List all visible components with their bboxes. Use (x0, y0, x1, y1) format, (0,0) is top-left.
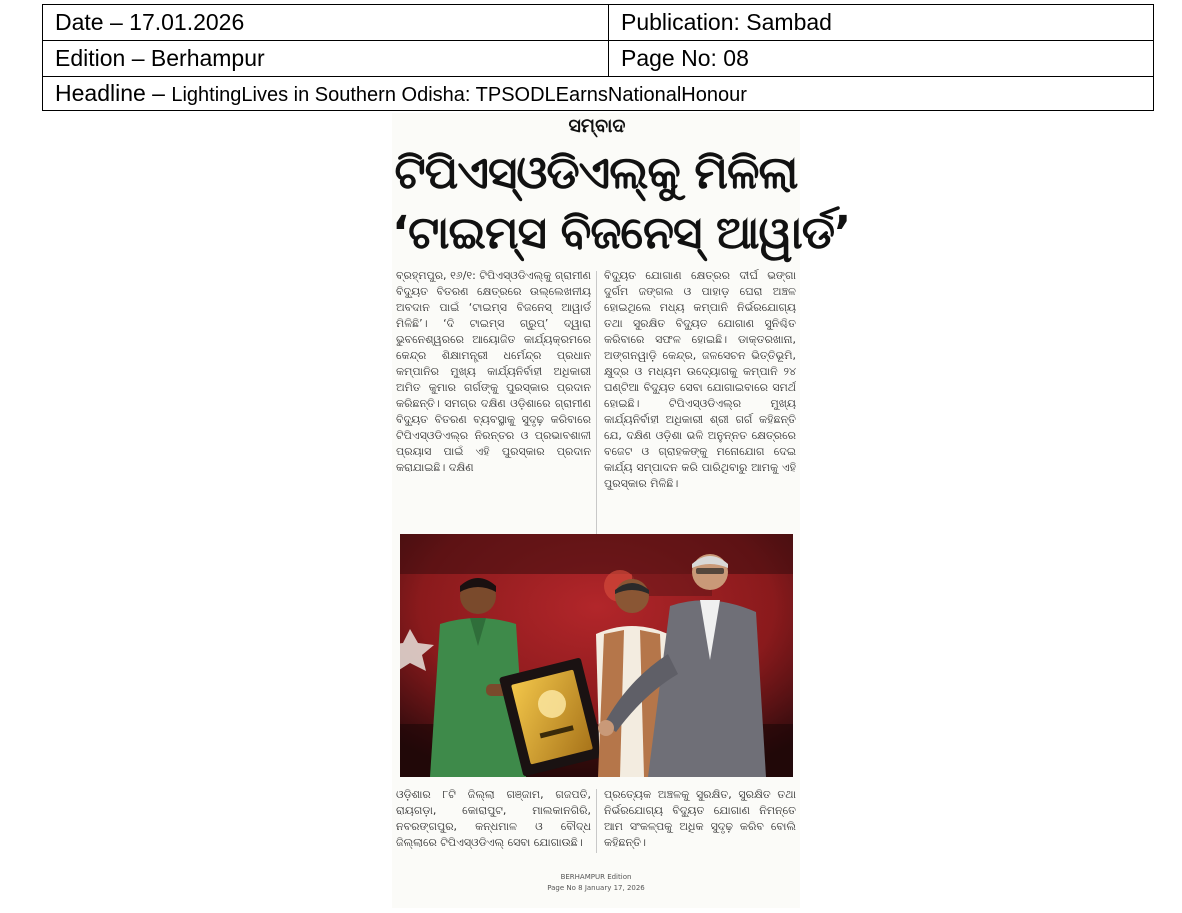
date-cell: Date – 17.01.2026 (43, 5, 609, 41)
article-column-4: ପ୍ରତ୍ୟେକ ଅଞ୍ଚଳକୁ ସୁରକ୍ଷିତ, ସୁରକ୍ଷିତ ତଥା ନିର୍ଭରଯୋଗ୍ୟ ବିଦ୍ୟୁତ ଯୋଗାଣ ନିମନ୍ତେ ଆମ ସଂକଳ୍ପକୁ ଅଧିକ ସୁଦୃଢ଼ କରିବ ବୋଲି କହିଛନ୍ତି। (604, 788, 796, 849)
metadata-table (42, 4, 1154, 111)
metadata-row-2 (43, 41, 1154, 77)
newspaper-clipping (392, 113, 851, 908)
headline-cell (43, 77, 1154, 111)
newspaper-masthead: ସମ୍ବାଦ (568, 115, 626, 137)
article-title-line-2: ‘ଟାଇମ୍ସ ବିଜନେସ୍ ଆୱାର୍ଡ’ (392, 206, 851, 259)
page-date-footer: Page No 8 January 17, 2026 (547, 884, 645, 892)
article-column-3: ଓଡ଼ିଶାର ୮ଟି ଜିଲ୍ଲା ଗଞ୍ଜାମ, ଗଜପତି, ରାୟଗଡ଼ା, କୋରାପୁଟ, ମାଲକାନଗିରି, ନବରଙ୍ଗପୁର, କନ୍ଧମାଳ ଓ ବୌଦ୍ଧ ଜିଲ୍ଲାରେ ଟିପିଏସ୍‌ଓଡିଏଲ୍ ସେବା ଯୋଗାଉଛି। (396, 788, 591, 849)
article-column-1: ବ୍ରହ୍ମପୁର, ୧୬/୧: ଟିପିଏସ୍‌ଓଡିଏଲ୍‌କୁ ଗ୍ରାମୀଣ ବିଦ୍ୟୁତ ବିତରଣ କ୍ଷେତ୍ରରେ ଉଲ୍ଲେଖନୀୟ ଅବଦାନ ପାଇଁ ‘ଟାଇମ୍ସ ବିଜନେସ୍ ଆୱାର୍ଡ ମିଳିଛି’। ‘ଦି ଟାଇମ୍ସ ଗ୍ରୁପ୍’ ଦ୍ୱାରା ଭୁବନେଶ୍ୱରରେ ଆୟୋଜିତ କାର୍ଯ୍ୟକ୍ରମରେ କେନ୍ଦ୍ର ଶିକ୍ଷାମନ୍ତ୍ରୀ ଧର୍ମେନ୍ଦ୍ର ପ୍ରଧାନ କମ୍ପାନିର ମୁଖ୍ୟ କାର୍ଯ୍ୟନିର୍ବାହୀ ଅଧିକାରୀ ଅମିତ କୁମାର ଗର୍ଗଙ୍କୁ ପୁରସ୍କାର ପ୍ରଦାନ କରିଛନ୍ତି। ସମଗ୍ର ଦକ୍ଷିଣ ଓଡ଼ିଶାରେ ଗ୍ରାମୀଣ ବିଦ୍ୟୁତ ବିତରଣ ବ୍ୟବସ୍ଥାକୁ ସୁଦୃଢ଼ କରିବାରେ ଟିପିଏସ୍‌ଓଡିଏଲ୍‌ର ନିରନ୍ତର ଓ ପ୍ରଭାବଶାଳୀ ପ୍ରୟାସ ପାଇଁ ଏହି ପୁରସ୍କାର ପ୍ରଦାନ କରାଯାଇଛି। ଦକ୍ଷିଣ (396, 269, 591, 474)
award-ceremony-photo (400, 534, 793, 777)
page-number-cell: Page No: 08 (609, 41, 1154, 77)
metadata-row-1 (43, 5, 1154, 41)
edition-cell: Edition – Berhampur (43, 41, 609, 77)
article-title-line-1: ଟିପିଏସ୍‌ଓଡିଏଲ୍‌କୁ ମିଳିଲା (394, 146, 798, 199)
column-divider-lower (596, 789, 597, 853)
metadata-row-3 (43, 77, 1154, 111)
publication-cell: Publication: Sambad (609, 5, 1154, 41)
headline-prefix: Headline – (55, 80, 172, 106)
article-column-2: ବିଦ୍ୟୁତ ଯୋଗାଣ କ୍ଷେତ୍ରର ଦୀର୍ଘ ଭଙ୍ଗା ଦୁର୍ଗମ ଜଙ୍ଗଲ ଓ ପାହାଡ଼ ଘେରା ଅଞ୍ଚଳ ହୋଇଥିଲେ ମଧ୍ୟ କମ୍ପାନି ନିର୍ଭରଯୋଗ୍ୟ ତଥା ସୁରକ୍ଷିତ ବିଦ୍ୟୁତ ଯୋଗାଣ ସୁନିଶ୍ଚିତ କରିବାରେ ସଫଳ ହୋଇଛି। ଡାକ୍ତରଖାନା, ଅଙ୍ଗନୱାଡ଼ି କେନ୍ଦ୍ର, ଜଳସେଚନ ଭିତ୍ତିଭୂମି, କ୍ଷୁଦ୍ର ଓ ମଧ୍ୟମ ଉଦ୍ୟୋଗକୁ କମ୍ପାନି ୨୪ ଘଣ୍ଟିଆ ବିଦ୍ୟୁତ ସେବା ଯୋଗାଇବାରେ ସମର୍ଥ ହୋଇଛି। ଟିପିଏସ୍‌ଓଡିଏଲ୍‌ର ମୁଖ୍ୟ କାର୍ଯ୍ୟନିର୍ବାହୀ ଅଧିକାରୀ ଶ୍ରୀ ଗର୍ଗ କହିଛନ୍ତି ଯେ, ଦକ୍ଷିଣ ଓଡ଼ିଶା ଭଳି ଅନୁନ୍ନତ କ୍ଷେତ୍ରରେ ବଜେଟ ଓ ଗ୍ରାହକଙ୍କୁ ମନୋଯୋଗ ଦେଇ କାର୍ଯ୍ୟ ସମ୍ପାଦନ କରି ପାରିଥିବାରୁ ଆମକୁ ଏହି ପୁରସ୍କାର ମିଳିଛି। (604, 269, 796, 490)
headline-text: LightingLives in Southern Odisha: TPSODLEarnsNationalHonour (171, 84, 747, 106)
award-ceremony-illustration (400, 534, 793, 777)
edition-footer: BERHAMPUR Edition (560, 873, 632, 881)
